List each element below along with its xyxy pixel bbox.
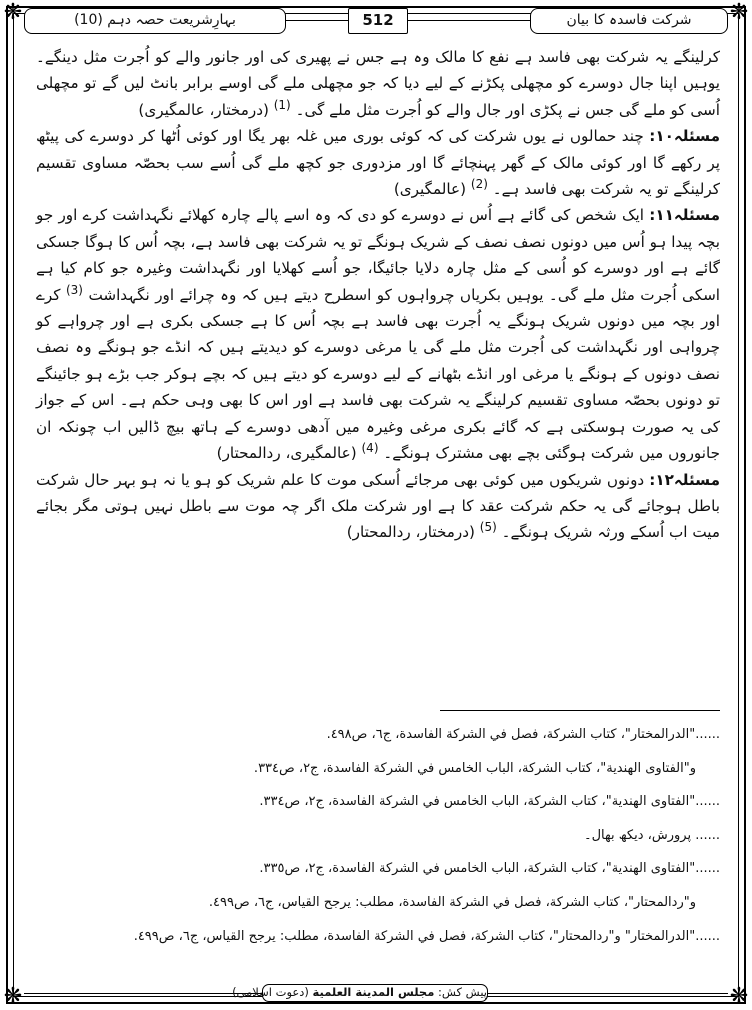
footnote-divider bbox=[440, 710, 720, 711]
footnote-ref[interactable]: (3) bbox=[65, 282, 83, 297]
footnote-ref[interactable]: (5) bbox=[479, 520, 497, 535]
footnotes bbox=[36, 718, 720, 953]
ornament-corner-icon: ❋ bbox=[3, 984, 23, 1009]
publisher-badge bbox=[232, 984, 488, 1002]
source-citation: (عالمگیری) bbox=[393, 180, 467, 199]
source-citation: (درمختار، ردالمحتار) bbox=[346, 523, 475, 542]
page-footer bbox=[24, 984, 728, 1004]
publisher-name: مجلس المدينة العلمية bbox=[312, 985, 435, 999]
footer-rule bbox=[488, 993, 728, 994]
page-header bbox=[24, 6, 728, 36]
masala-heading: مسئلہ۱۲: bbox=[649, 470, 721, 489]
header-rule bbox=[408, 20, 530, 21]
main-text bbox=[36, 44, 720, 546]
source-citation: (عالمگیری، ردالمحتار) bbox=[216, 444, 357, 463]
footnote-ref[interactable]: (2) bbox=[470, 176, 488, 191]
masala-heading: مسئلہ۱۱: bbox=[649, 206, 721, 225]
paragraph: مسئلہ۱۰: چند حمالوں نے یوں شرکت کی کہ کوئی بوری میں غلہ بھر یگا اور کوئی اُٹھا کر دوسرے کی پیٹھ پر رکھے گا اور کوئی مالک کے گھر پہنچائے گا اور مزدوری جو کچھ ملے گی اُسے سب بحصّہ مساوی تقسیم کرلینگے تو یہ شرکت بھی فاسد ہے۔ $^{(2)}$ (عالمگیری) bbox=[36, 127, 721, 199]
paragraph: مسئلہ۱۲: دونوں شریکوں میں کوئی بھی مرجائے اُسکی موت کا علم شریک کو ہو یا نہ ہو بہر حال شرکت باطل ہوجائے گی یہ حکم شرکت عقد کا ہے اور شرکت ملک اگر چہ موت سے باطل نہیں ہوتی مگر بجائے میت اب اُسکے ورثہ شریک ہونگے۔ $^{(5)}$ (درمختار، ردالمحتار) bbox=[36, 470, 721, 542]
footnote: و"ردالمحتار"، كتاب الشركة، فصل في الشركة الفاسدة، مطلب: يرجح القياس، ج٦، ص٤٩٩. bbox=[208, 894, 696, 910]
footer-rule bbox=[24, 993, 262, 994]
publisher-sub: (دعوت اسلامی) bbox=[232, 985, 309, 999]
footnote: ...... پرورش، دیکھ بھال۔ bbox=[583, 827, 720, 843]
footnote-ref[interactable]: (1) bbox=[273, 97, 291, 112]
footnote: ......"الفتاوی الهندية"، كتاب الشركة، الباب الخامس في الشركة الفاسدة، ج٢، ص٣٣٤. bbox=[259, 794, 720, 810]
paragraph: مسئلہ۱۱: ایک شخص کی گائے ہے اُس نے دوسرے کو دی کہ وہ اسے پالے چارہ کھلائے نگہداشت کرے اور جو بچہ پیدا ہو اُس میں دونوں نصف نصف کے شریک ہونگے تو یہ شرکت بھی فاسد ہے، بچہ اُس کا ہوگا جسکی گائے ہے اور دوسرے کو اُسی کے مثل چارہ دلایا جائیگا، جو اُسے کھلایا اور نگہداشت وغیرہ جو کام کیا ہے اسکی اُجرت مثل ملے گی۔ یوہیں بکریاں چرواہوں کو اسطرح دیتے ہیں کہ وہ چرائے اور نگہداشت $^{(3)}$ کرے اور بچہ میں دونوں شریک ہونگے یہ اُجرت بھی فاسد ہے بچہ اُس کا ہے جسکی بکری ہے اور چرواہے کو چرواہی اور نگہداشت کی اُجرت مثل ملے گی یا مرغی دوسرے کو دیدیتے ہیں کہ انڈے جو ہونگے وہ نصف نصف دونوں کے ہونگے یا مرغی اور انڈے بٹھانے کے لیے دوسرے کو دیتے ہیں کہ بچے ہوکر جب بڑے ہو جائینگے تو دونوں بحصّہ مساوی تقسیم کرلینگے یہ شرکت بھی فاسد ہے اور اس کا بھی وہی حکم ہے۔ اس کے جواز کی یہ صورت ہوسکتی ہے کہ گائے بکری مرغی وغیرہ میں آدھی دوسرے کے ہاتھ بیچ ڈالیں اب چونکہ ان جانوروں میں شرکت ہوگئی بچے بھی مشترک ہونگے۔ $^{(4)}$ (عالمگیری، ردالمحتار) bbox=[36, 206, 721, 463]
footnote: ......"الدرالمختار" و"ردالمحتار"، كتاب الشركة، فصل في الشركة الفاسدة، مطلب: يرجح القياس، ج٦، ص٤٩٩. bbox=[133, 928, 720, 944]
footer-label: پیش کش: bbox=[438, 985, 487, 999]
chapter-title: شرکت فاسدہ کا بیان bbox=[530, 8, 728, 34]
footnote-ref[interactable]: (4) bbox=[361, 441, 379, 456]
ornament-corner-icon: ❋ bbox=[729, 0, 749, 25]
header-rule bbox=[286, 20, 348, 21]
book-title: بہارِشریعت حصہ دہم (10) bbox=[24, 8, 286, 34]
ornament-corner-icon: ❋ bbox=[3, 0, 23, 25]
footnote: ......"الفتاوی الهندية"، كتاب الشركة، الباب الخامس في الشركة الفاسدة، ج٢، ص٣٣٥. bbox=[259, 861, 720, 877]
paragraph: کرلینگے یہ شرکت بھی فاسد ہے نفع کا مالک وہ ہے جس نے پھیری کی اور جانور والے کو اُجرت مثل دینگے۔ یوہیں اپنا جال دوسرے کو مچھلی پکڑنے کے لیے دیا کہ جو مچھلی ملے گی اوسے برابر بانٹ لیں گے تو مچھلی اُسی کو ملے گی جس نے پکڑی اور جال والے کو اُجرت مثل ملے گی۔ $^{(1)}$ (درمختار، عالمگیری) bbox=[36, 48, 720, 119]
masala-heading: مسئلہ۱۰: bbox=[649, 127, 721, 146]
footnote: ......"الدرالمختار"، كتاب الشركة، فصل في الشركة الفاسدة، ج٦، ص٤٩٨. bbox=[326, 727, 720, 742]
source-citation: (درمختار، عالمگیری) bbox=[138, 100, 269, 119]
footnote: و"الفتاوی الهندية"، كتاب الشركة، الباب الخامس في الشركة الفاسدة، ج٢، ص٣٣٤. bbox=[253, 760, 696, 776]
page-number: 512 bbox=[348, 8, 408, 34]
ornament-corner-icon: ❋ bbox=[729, 984, 749, 1009]
